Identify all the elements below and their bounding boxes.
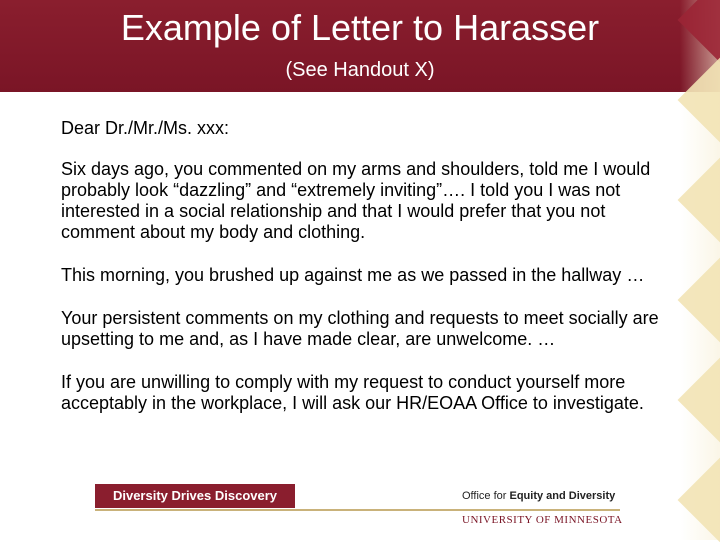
title-banner (0, 0, 720, 92)
slide-subtitle: (See Handout X) (285, 59, 435, 81)
diversity-banner-text: Diversity Drives Discovery (112, 488, 278, 503)
letter-paragraph: Your persistent comments on my clothing and requests to meet socially are upsetting to me and, as I have made clear, are unwelcome. … (61, 308, 659, 349)
university-wordmark: UNIVERSITY OF MINNESOTA (462, 514, 623, 526)
office-logo (462, 490, 615, 502)
letter-greeting: Dear Dr./Mr./Ms. xxx: (61, 118, 230, 138)
letter-paragraph: Six days ago, you commented on my arms and shoulders, told me I would probably look “dazzling” and “extremely inviting”…. I told you I was not interested in a social relationship and that I would prefer that you not comment about my body and clothing. (61, 159, 651, 242)
slide-title: Example of Letter to Harasser (120, 7, 600, 48)
letter-paragraph: If you are unwilling to comply with my request to conduct yourself more acceptably in the workplace, I will ask our HR/EOAA Office to investigate. (61, 372, 644, 413)
office-prefix: Office for (462, 490, 507, 502)
letter-paragraph: This morning, you brushed up against me as we passed in the hallway … (61, 265, 645, 285)
office-name: Equity and Diversity (509, 490, 616, 502)
letter-body (61, 118, 681, 414)
diversity-banner (95, 484, 295, 508)
footer-divider (95, 509, 620, 511)
